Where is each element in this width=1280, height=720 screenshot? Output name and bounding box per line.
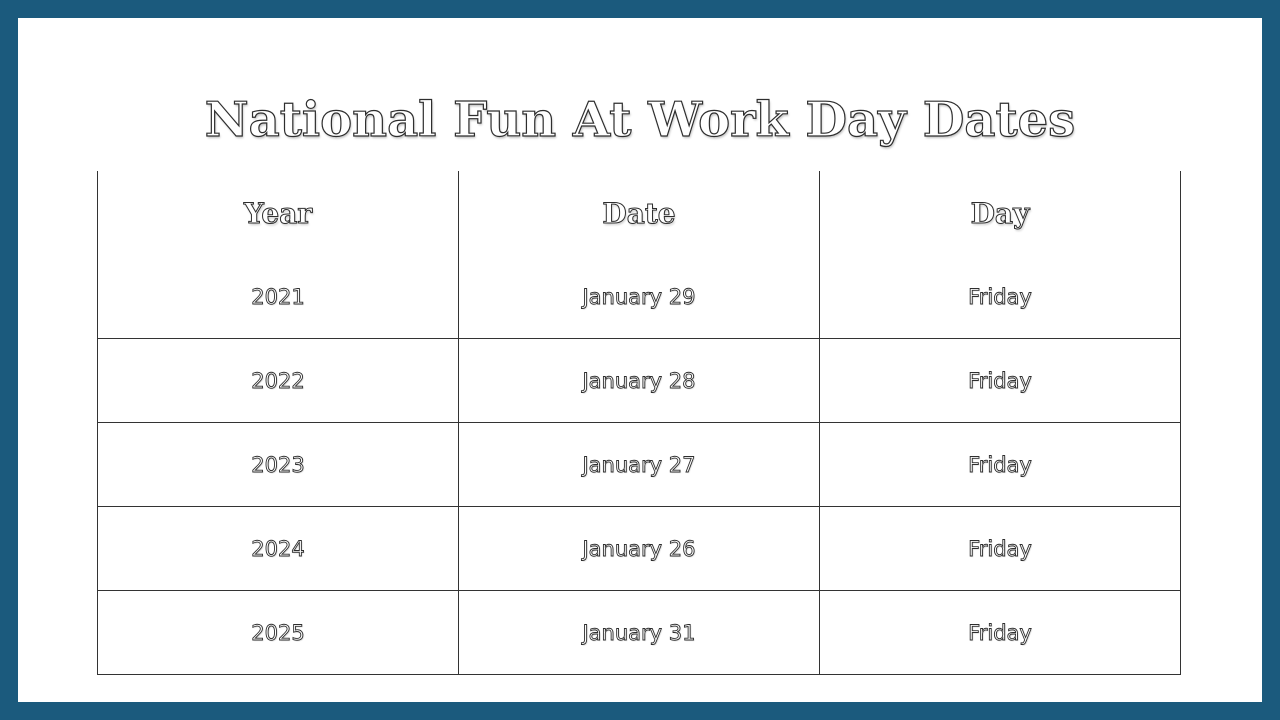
- cell-date: January 26: [459, 507, 820, 591]
- cell-day: Friday: [820, 423, 1181, 507]
- cell-year: 2024: [98, 507, 459, 591]
- cell-year: 2025: [98, 591, 459, 675]
- table-row: [98, 423, 1181, 507]
- table-header-row: [98, 171, 1181, 255]
- cell-year: 2023: [98, 423, 459, 507]
- header-day: Day: [820, 171, 1181, 255]
- cell-day: Friday: [820, 507, 1181, 591]
- cell-date: January 28: [459, 339, 820, 423]
- dates-table: [97, 171, 1181, 675]
- slide: [18, 18, 1262, 702]
- cell-day: Friday: [820, 591, 1181, 675]
- table-row: [98, 339, 1181, 423]
- header-year: Year: [98, 171, 459, 255]
- table-row: [98, 591, 1181, 675]
- cell-day: Friday: [820, 255, 1181, 339]
- cell-date: January 31: [459, 591, 820, 675]
- table-row: [98, 255, 1181, 339]
- header-date: Date: [459, 171, 820, 255]
- cell-day: Friday: [820, 339, 1181, 423]
- cell-year: 2022: [98, 339, 459, 423]
- slide-title: National Fun At Work Day Dates: [204, 92, 1076, 148]
- table-row: [98, 507, 1181, 591]
- cell-date: January 27: [459, 423, 820, 507]
- cell-date: January 29: [459, 255, 820, 339]
- cell-year: 2021: [98, 255, 459, 339]
